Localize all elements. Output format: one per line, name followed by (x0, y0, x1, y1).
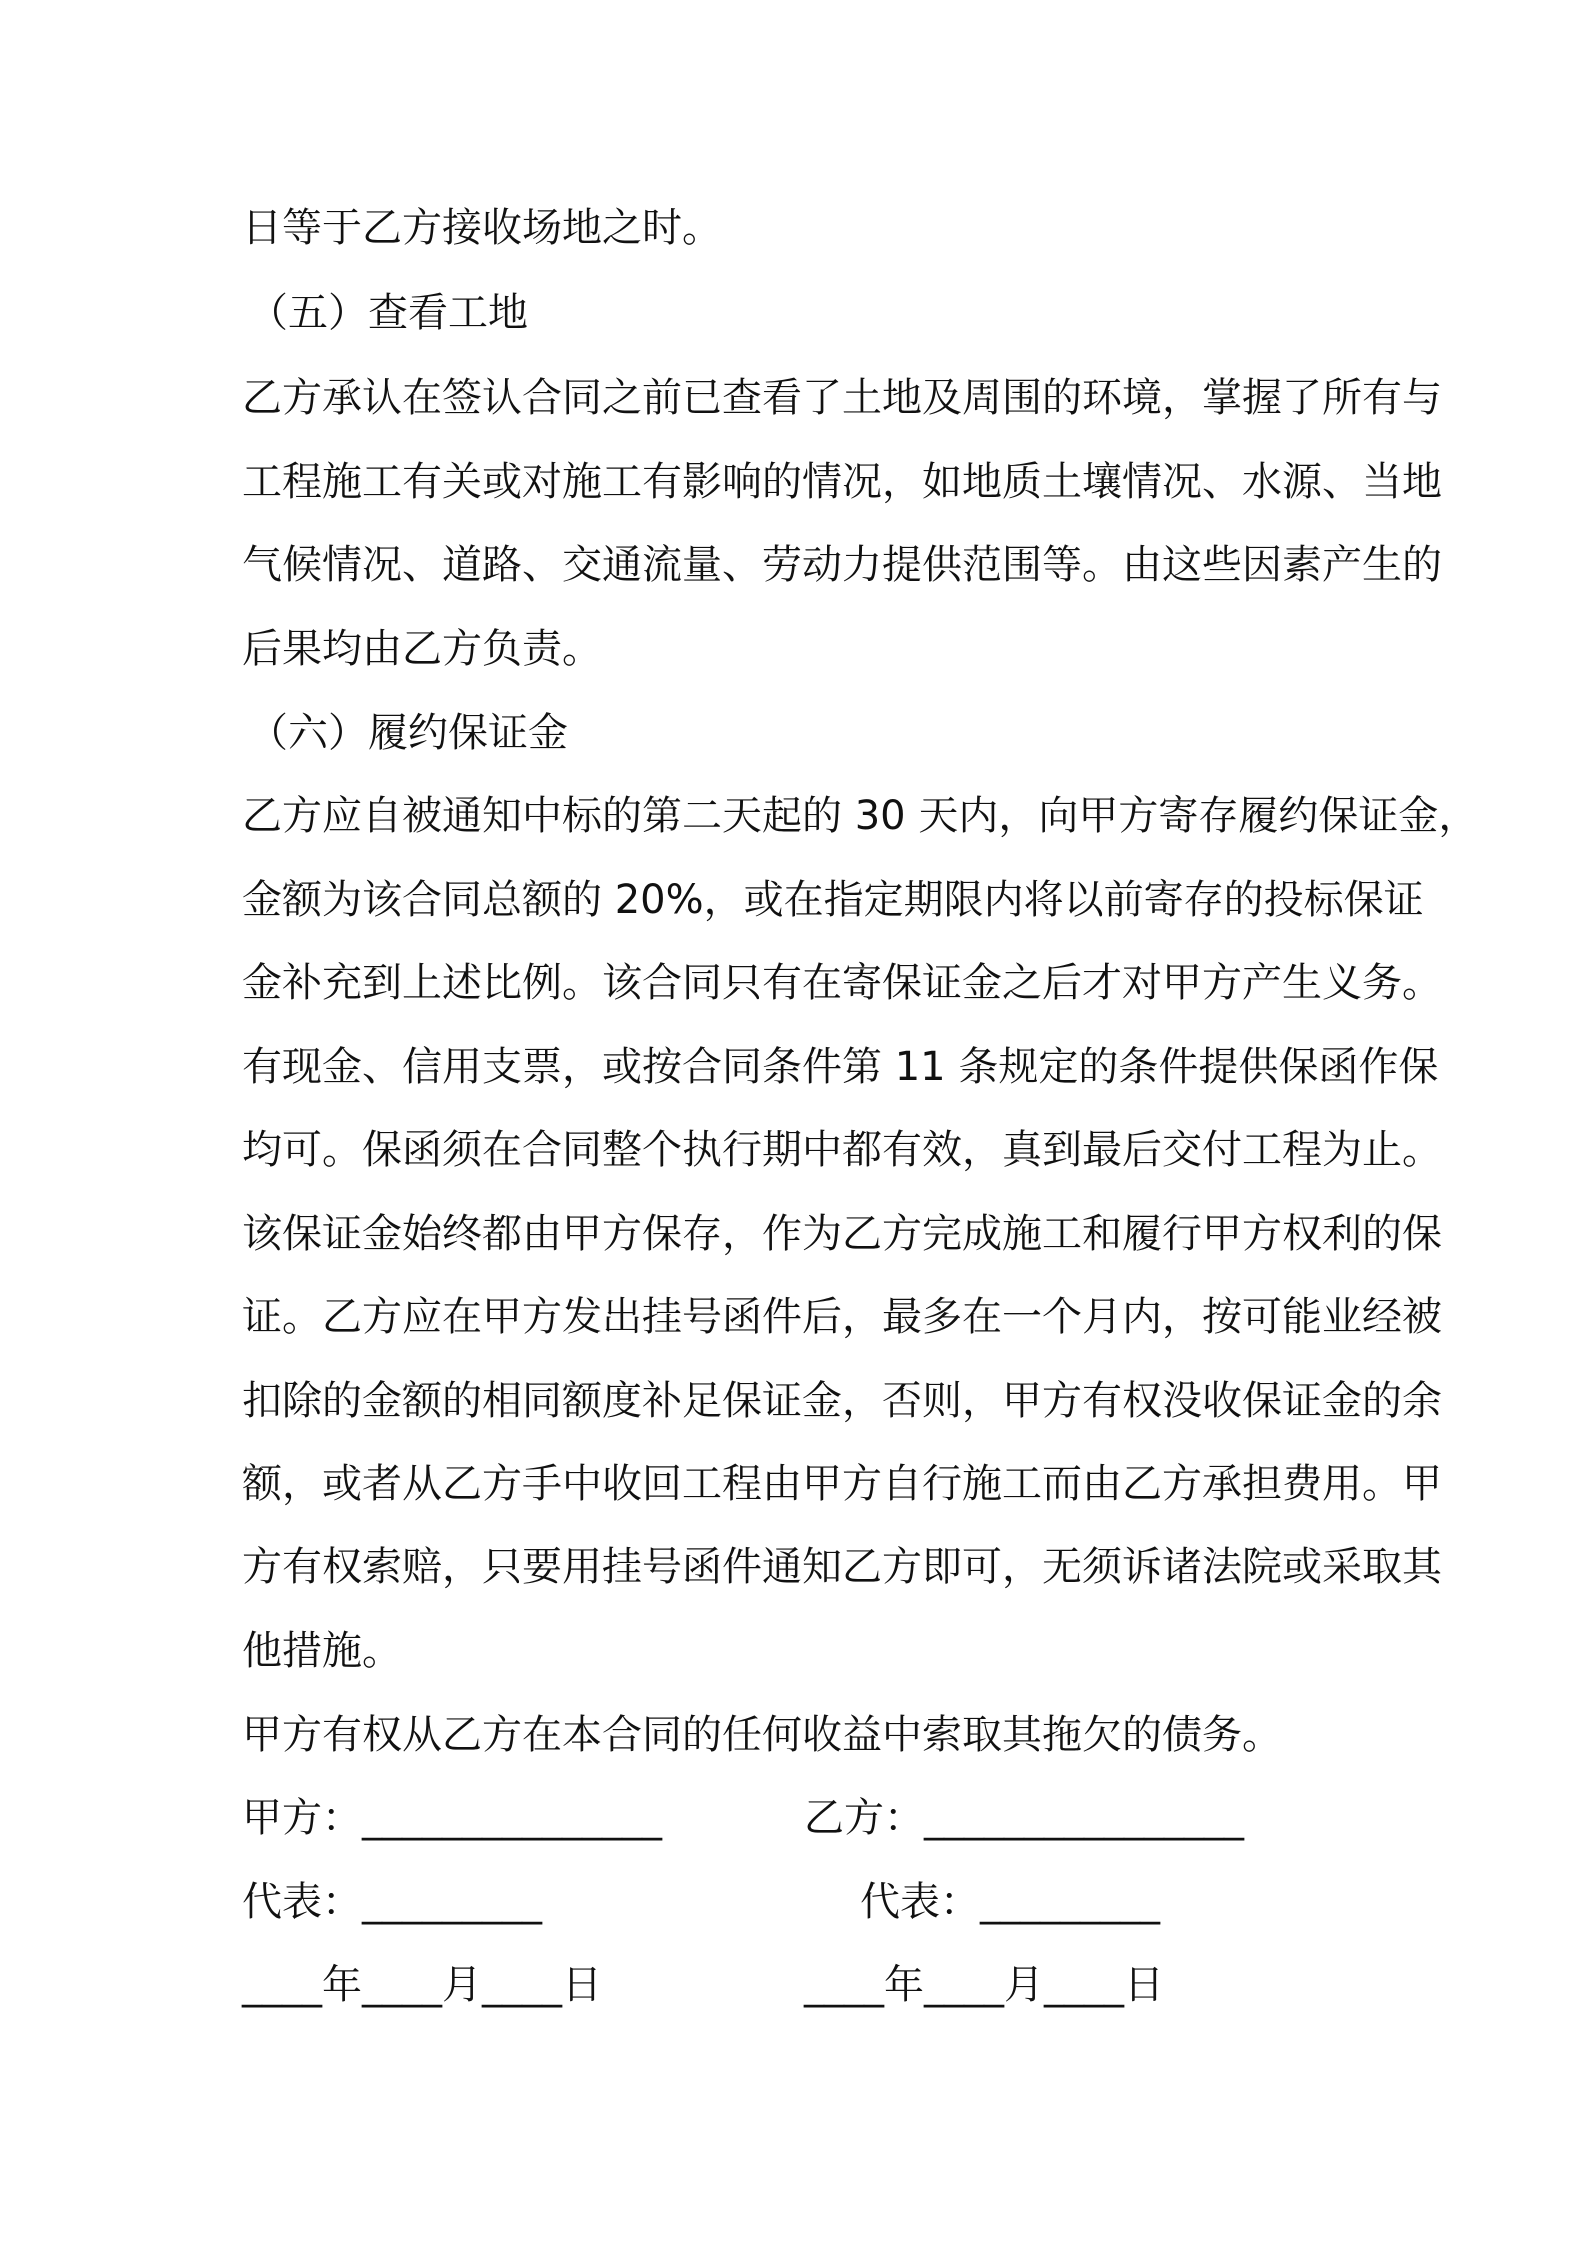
paragraph-line: 有现金、信用支票，或按合同条件第 11 条规定的条件提供保函作保 (242, 1044, 1439, 1090)
party-a-date-line: ____年____月____日 (242, 1962, 602, 2008)
paragraph-line: 金补充到上述比例。该合同只有在寄保证金之后才对甲方产生义务。 (242, 960, 1442, 1006)
paragraph-line: 乙方应自被通知中标的第二天起的 30 天内，向甲方寄存履约保证金， (242, 793, 1479, 839)
paragraph-line: 金额为该合同总额的 20%，或在指定期限内将以前寄存的投标保证 (242, 877, 1424, 923)
paragraph-line: 证。乙方应在甲方发出挂号函件后，最多在一个月内，按可能业经被 (242, 1294, 1442, 1340)
section-heading-5: （五）查看工地 (248, 290, 528, 336)
paragraph-line: 均可。保函须在合同整个执行期中都有效，真到最后交付工程为止。 (242, 1127, 1442, 1173)
section-heading-6: （六）履约保证金 (248, 710, 568, 756)
paragraph-line: 气候情况、道路、交通流量、劳动力提供范围等。由这些因素产生的 (242, 542, 1442, 588)
paragraph-line: 他措施。 (242, 1628, 402, 1674)
paragraph-line: 后果均由乙方负责。 (242, 626, 602, 672)
party-b-representative-line: 代表：_________ (860, 1879, 1160, 1925)
paragraph-line: 方有权索赔，只要用挂号函件通知乙方即可，无须诉诸法院或采取其 (242, 1544, 1442, 1590)
paragraph-line: 甲方有权从乙方在本合同的任何收益中索取其拖欠的债务。 (242, 1712, 1282, 1758)
party-b-date-line: ____年____月____日 (804, 1962, 1164, 2008)
paragraph-line: 额，或者从乙方手中收回工程由甲方自行施工而由乙方承担费用。甲 (242, 1461, 1442, 1507)
paragraph-line: 工程施工有关或对施工有影响的情况，如地质土壤情况、水源、当地 (242, 459, 1442, 505)
party-b-signature-line: 乙方：________________ (804, 1795, 1244, 1841)
paragraph-line: 扣除的金额的相同额度补足保证金，否则，甲方有权没收保证金的余 (242, 1378, 1442, 1424)
party-a-signature-line: 甲方：_______________ (242, 1795, 662, 1841)
paragraph-line: 乙方承认在签认合同之前已查看了土地及周围的环境，掌握了所有与 (242, 375, 1442, 421)
paragraph-line: 日等于乙方接收场地之时。 (242, 205, 722, 251)
paragraph-line: 该保证金始终都由甲方保存，作为乙方完成施工和履行甲方权利的保 (242, 1211, 1442, 1257)
party-a-representative-line: 代表：_________ (242, 1879, 542, 1925)
